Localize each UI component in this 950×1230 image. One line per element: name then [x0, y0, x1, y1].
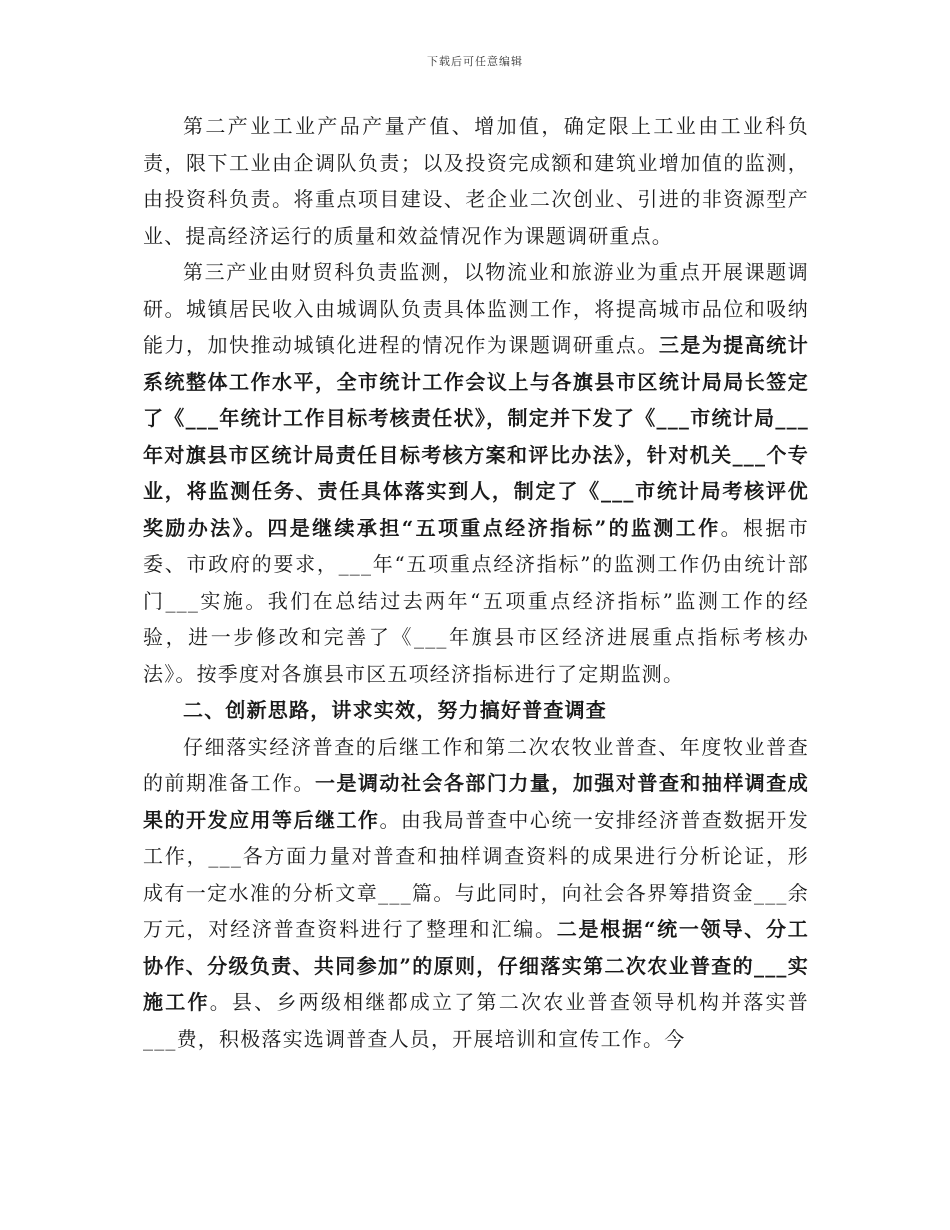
page-header: 下载后可任意编辑	[427, 55, 523, 68]
bold-text-run: 一是调动社会各部门力量，加强对普查和抽样调查成果的开发应用等后继工作	[143, 771, 809, 832]
text-run: 第二产业工业产品产量产值、增加值，确定限上工业由工业科负责，限下工业由企调队负责；以及投资完成额和建筑业增加值的监测，由投资科负责。将重点项目建设、老企业二次创业、引进的非资源型产业、提高经济运行的质量和效益情况作为课题调研重点。	[143, 114, 809, 248]
bold-text-run: 三是为提高统计系统整体工作水平，全市统计工作会议上与各旗县市区统计局局长签定了《___年统计工作目标考核责任状》，制定并下发了《___市统计局___年对旗县市区统计局责任目标考核方案和评比办法》，针对机关___个专业，将监测任务、责任具体落实到人，制定了《___市统计局考核评优奖励办法》。四是继续承担“五项重点经济指标”的监测工作	[143, 333, 809, 540]
text-run: 。根据市委、市政府的要求，___年“五项重点经济指标”的监测工作仍由统计部门___实施。我们在总结过去两年“五项重点经济指标”监测工作的经验，进一步修改和完善了《___年旗县市区经济进展重点指标考核办法》。按季度对各旗县市区五项经济指标进行了定期监测。	[143, 515, 809, 686]
text-run: 。县、乡两级相继都成立了第二次农业普查领导机构并落实普___费，积极落实选调普查人员，开展培训和宣传工作。今	[143, 990, 809, 1051]
paragraph-tertiary-industry	[143, 254, 809, 692]
text-run: 第三产业由财贸科负责监测，以物流业和旅游业为重点开展课题调研。城镇居民收入由城调队负责具体监测工作，将提高城市品位和吸纳能力，加快推动城镇化进程的情况作为课题调研重点。	[143, 260, 809, 357]
text-run: 仔细落实经济普查的后继工作和第二次农牧业普查、年度牧业普查的前期准备工作。	[143, 734, 809, 795]
section-heading	[143, 692, 809, 729]
bold-text-run: 二是根据“统一领导、分工协作、分级负责、共同参加”的原则，仔细落实第二次农业普查的___实施工作	[143, 917, 809, 1014]
document-body	[143, 108, 809, 1057]
text-run: 。由我局普查中心统一安排经济普查数据开发工作，___各方面力量对普查和抽样调查资料的成果进行分析论证，形成有一定水准的分析文章___篇。与此同时，向社会各界筹措资金___余万元，对经济普查资料进行了整理和汇编。	[143, 807, 810, 941]
paragraph-secondary-industry	[143, 108, 809, 254]
paragraph-census	[143, 729, 809, 1058]
section-heading-text: 二、创新思路，讲求实效，努力搞好普查调查	[183, 698, 607, 722]
